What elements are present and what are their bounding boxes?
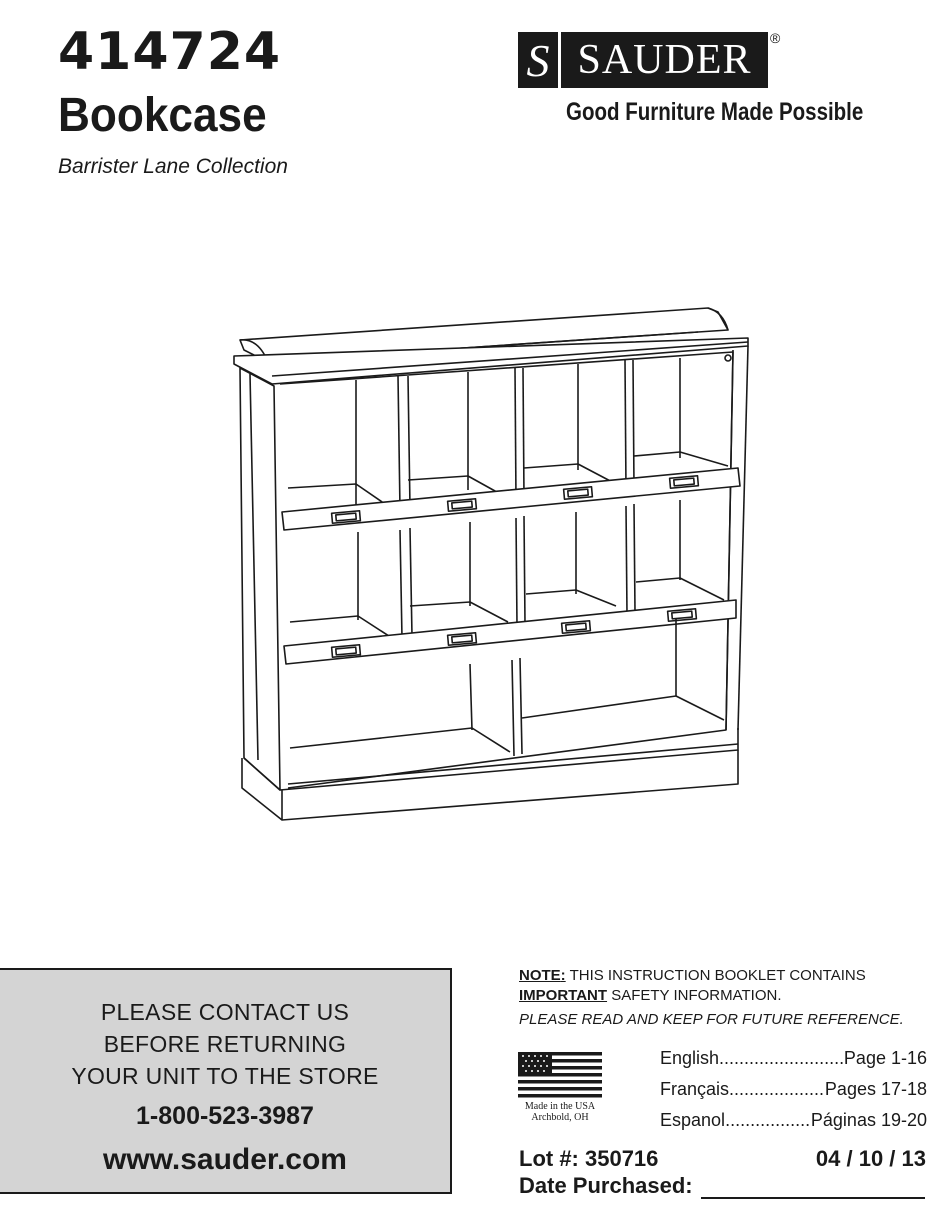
contact-box bbox=[0, 968, 452, 1194]
made-in-usa bbox=[510, 1101, 610, 1123]
dot-leader bbox=[719, 1046, 844, 1077]
contact-line: BEFORE RETURNING bbox=[103, 1031, 347, 1057]
note-label: NOTE bbox=[519, 967, 561, 984]
language-index bbox=[660, 1046, 927, 1139]
list-item bbox=[660, 1046, 927, 1077]
made-location: Archbold, OH bbox=[531, 1112, 589, 1123]
contact-line: YOUR UNIT TO THE STORE bbox=[71, 1063, 379, 1089]
list-item bbox=[660, 1077, 927, 1108]
dot-leader bbox=[725, 1108, 811, 1139]
important-label: IMPORTANT bbox=[519, 987, 608, 1004]
website-url: www.sauder.com bbox=[103, 1143, 347, 1176]
safety-note: NOTE: THIS INSTRUCTION BOOKLET CONTAINS IMPORTANT SAFETY INFORMATION. bbox=[519, 967, 866, 1004]
phone-number: 1-800-523-3987 bbox=[136, 1102, 314, 1130]
contact-line: PLEASE CONTACT US bbox=[100, 999, 350, 1025]
sauder-logo bbox=[518, 32, 768, 88]
registered-mark: ® bbox=[770, 30, 781, 46]
us-flag-icon bbox=[518, 1052, 602, 1098]
bookcase-illustration bbox=[228, 300, 758, 830]
keep-reminder: PLEASE READ AND KEEP FOR FUTURE REFERENCE. bbox=[519, 1011, 904, 1028]
product-name: Bookcase bbox=[58, 89, 267, 142]
language-pages: Pages 17-18 bbox=[824, 1079, 927, 1099]
language-name: Espanol bbox=[660, 1110, 726, 1130]
model-number: 414724 bbox=[58, 22, 282, 82]
date-purchased-label: Date Purchased: bbox=[519, 1173, 693, 1198]
language-pages: Páginas 19-20 bbox=[810, 1110, 927, 1130]
lot-number: Lot #: 350716 bbox=[519, 1146, 659, 1171]
logo-text: SAUDER bbox=[577, 37, 752, 83]
note-text: THIS INSTRUCTION BOOKLET CONTAINS bbox=[565, 967, 866, 984]
list-item bbox=[660, 1108, 927, 1139]
collection-name: Barrister Lane Collection bbox=[58, 155, 288, 178]
important-text: SAFETY INFORMATION. bbox=[607, 987, 782, 1004]
brand-tagline: Good Furniture Made Possible bbox=[566, 98, 864, 126]
date-purchased-blank bbox=[701, 1177, 925, 1199]
made-in-line: Made in the USA bbox=[524, 1101, 596, 1112]
language-name: English bbox=[660, 1048, 720, 1068]
dot-leader bbox=[729, 1077, 825, 1108]
language-name: Français bbox=[660, 1079, 730, 1099]
logo-s-mark-icon: S bbox=[518, 32, 561, 88]
print-date: 04 / 10 / 13 bbox=[815, 1146, 926, 1171]
date-purchased bbox=[519, 1173, 925, 1199]
language-pages: Page 1-16 bbox=[843, 1048, 927, 1068]
